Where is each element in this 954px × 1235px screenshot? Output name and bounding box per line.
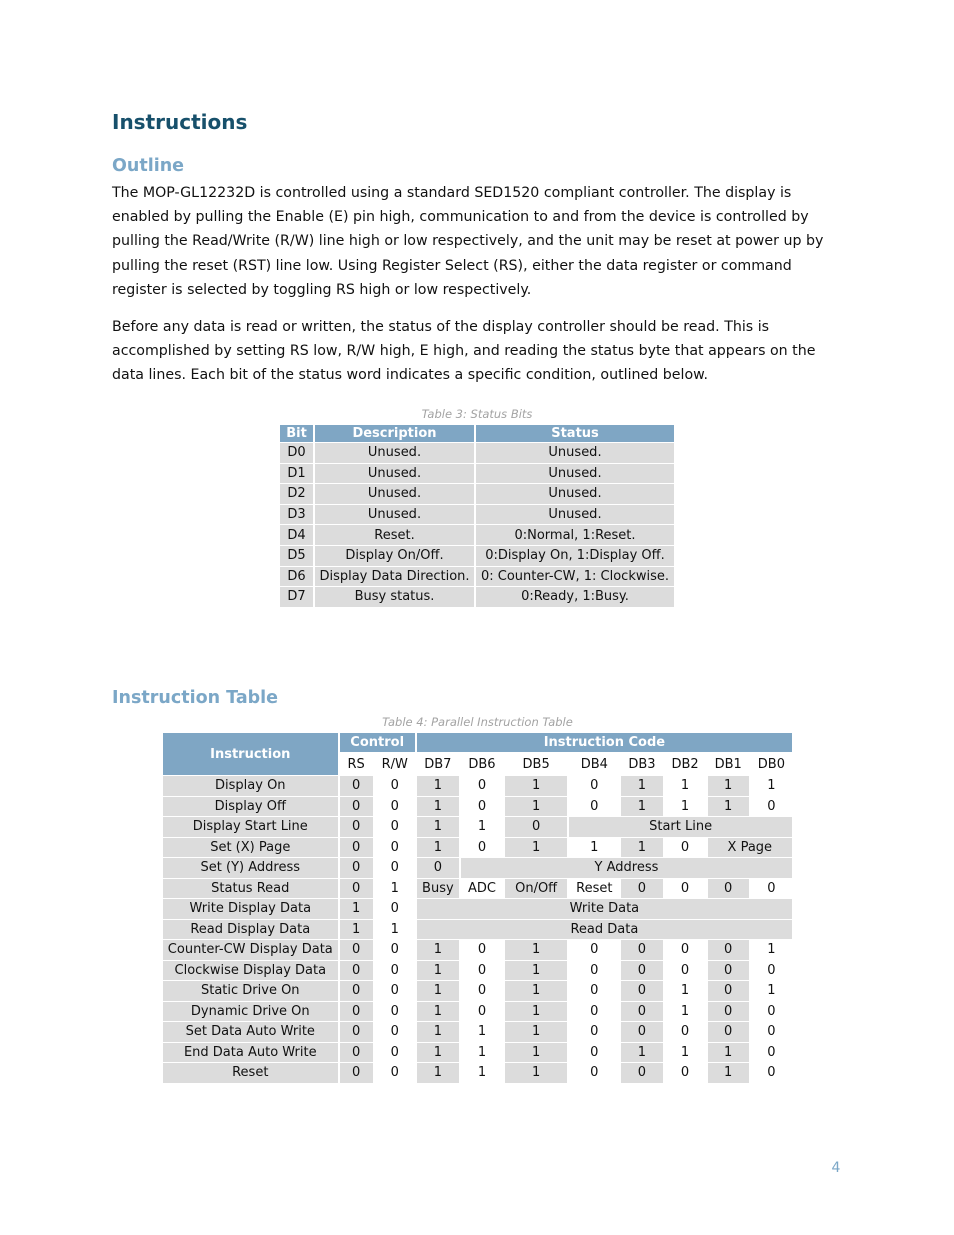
instruction-row	[163, 1063, 792, 1083]
instruction-code-cell: 0	[417, 858, 459, 878]
instruction-code-cell: 1	[461, 1043, 503, 1063]
instruction-code-cell: 0	[665, 1063, 706, 1083]
instruction-name-cell: Dynamic Drive On	[163, 1002, 338, 1022]
instruction-code-cell: 0	[340, 981, 373, 1001]
instruction-code-cell: 0	[621, 1022, 662, 1042]
instruction-row	[163, 797, 792, 817]
instruction-code-cell: 0	[708, 879, 749, 899]
outline-paragraph-2: Before any data is read or written, the status of the display controller should be read. This is accomplished by setting RS low, R/W high, E high, and reading the status byte that appears on the data lines. Each bit of the status word indicates a specific condition, outlined below.	[112, 319, 816, 384]
instruction-code-cell: 0	[461, 940, 503, 960]
sub-header-cell: DB2	[665, 753, 706, 775]
sub-header-cell: DB1	[708, 753, 749, 775]
instruction-code-cell: 0	[708, 981, 749, 1001]
instruction-code-cell: 0	[340, 961, 373, 981]
instruction-code-cell: 1	[417, 817, 459, 837]
instruction-row	[163, 776, 792, 796]
status-row	[280, 525, 674, 545]
instruction-code-cell: 0	[708, 1022, 749, 1042]
instruction-code-cell: 1	[417, 981, 459, 1001]
instruction-code-cell: 0	[621, 1063, 662, 1083]
instruction-code-cell: 1	[461, 1022, 503, 1042]
instruction-code-cell: 0	[340, 1063, 373, 1083]
instruction-code-cell: Busy	[417, 879, 459, 899]
status-header-description: Description	[315, 425, 474, 442]
instruction-name-cell: Read Display Data	[163, 920, 338, 940]
status-cell-description: Unused.	[315, 443, 474, 463]
instruction-code-cell: 0	[621, 879, 662, 899]
page-number: 4	[831, 1160, 841, 1176]
instruction-name-cell: Set Data Auto Write	[163, 1022, 338, 1042]
instruction-code-cell: 0	[375, 838, 415, 858]
instruction-code-cell: 0	[340, 858, 373, 878]
instruction-code-cell: 0	[340, 838, 373, 858]
instruction-code-cell: 0	[569, 981, 619, 1001]
instruction-code-cell: 0	[340, 817, 373, 837]
instruction-name-cell: Counter-CW Display Data	[163, 940, 338, 960]
instruction-row	[163, 817, 792, 837]
instruction-code-cell: 0	[569, 961, 619, 981]
instruction-code-cell: 0	[665, 1022, 706, 1042]
instruction-code-cell: 1	[505, 981, 567, 1001]
instruction-code-cell: 1	[751, 776, 792, 796]
instruction-code-cell: 1	[505, 1022, 567, 1042]
status-cell-bit: D5	[280, 546, 313, 566]
sub-header-cell: DB5	[505, 753, 567, 775]
status-cell-status: 0: Counter-CW, 1: Clockwise.	[476, 567, 674, 587]
instruction-code-cell: 1	[665, 776, 706, 796]
instruction-code-cell: 1	[340, 899, 373, 919]
instruction-code-cell: On/Off	[505, 879, 567, 899]
instruction-table-heading: Instruction Table	[112, 688, 279, 708]
instruction-code-cell: 0	[375, 981, 415, 1001]
status-cell-status: 0:Display On, 1:Display Off.	[476, 546, 674, 566]
instruction-code-cell: 0	[375, 1043, 415, 1063]
instruction-code-cell: 0	[569, 776, 619, 796]
instruction-code-cell: 1	[621, 797, 662, 817]
status-cell-bit: D1	[280, 464, 313, 484]
instruction-name-cell: Display Off	[163, 797, 338, 817]
instruction-row	[163, 940, 792, 960]
status-cell-description: Unused.	[315, 505, 474, 525]
status-cell-status: Unused.	[476, 464, 674, 484]
instruction-code-cell: 0	[751, 879, 792, 899]
instruction-code-cell: 0	[340, 879, 373, 899]
instruction-code-cell: 0	[665, 879, 706, 899]
instruction-name-cell: Status Read	[163, 879, 338, 899]
instruction-row	[163, 920, 792, 940]
sub-header-cell: DB7	[417, 753, 459, 775]
instruction-code-cell: 0	[461, 797, 503, 817]
status-cell-bit: D7	[280, 587, 313, 607]
instruction-code-cell: 0	[708, 940, 749, 960]
instruction-code-cell: 1	[505, 940, 567, 960]
instruction-row	[163, 879, 792, 899]
instruction-code-cell: 1	[569, 838, 619, 858]
status-cell-description: Busy status.	[315, 587, 474, 607]
instruction-code-cell: 0	[375, 817, 415, 837]
status-cell-bit: D3	[280, 505, 313, 525]
instruction-code-cell: 1	[417, 1063, 459, 1083]
status-cell-bit: D6	[280, 567, 313, 587]
status-cell-status: 0:Ready, 1:Busy.	[476, 587, 674, 607]
instruction-code-cell: 0	[621, 961, 662, 981]
instruction-code-cell: 0	[461, 961, 503, 981]
instruction-code-cell: 0	[340, 940, 373, 960]
instruction-code-cell: 1	[340, 920, 373, 940]
instruction-code-cell: 1	[417, 776, 459, 796]
instruction-code-cell: 0	[751, 1002, 792, 1022]
instruction-code-cell: 0	[665, 838, 706, 858]
instruction-code-cell: 1	[751, 981, 792, 1001]
instruction-code-cell: 1	[417, 961, 459, 981]
instruction-code-cell: 0	[375, 776, 415, 796]
instruction-code-cell: 1	[505, 1063, 567, 1083]
status-cell-description: Reset.	[315, 525, 474, 545]
instruction-row	[163, 858, 792, 878]
instruction-code-cell: 0	[751, 1022, 792, 1042]
instruction-code-cell: 0	[569, 1043, 619, 1063]
status-cell-bit: D2	[280, 484, 313, 504]
instruction-code-cell: 0	[751, 1063, 792, 1083]
instruction-code-cell: 0	[505, 817, 567, 837]
instruction-code-cell: 0	[461, 776, 503, 796]
instruction-code-cell: 0	[708, 961, 749, 981]
section-heading: Instructions	[112, 110, 248, 134]
instruction-name-cell: Static Drive On	[163, 981, 338, 1001]
instruction-name-cell: Display On	[163, 776, 338, 796]
instruction-code-cell: 0	[569, 940, 619, 960]
instruction-code-cell: 0	[375, 940, 415, 960]
instruction-code-cell: 0	[375, 961, 415, 981]
instruction-name-cell: Clockwise Display Data	[163, 961, 338, 981]
instruction-code-cell: 0	[751, 961, 792, 981]
instruction-code-cell: 0	[375, 1063, 415, 1083]
instruction-code-cell: 0	[708, 1002, 749, 1022]
status-row	[280, 546, 674, 566]
instruction-group-header-row	[163, 733, 792, 752]
instruction-code-cell: 0	[621, 981, 662, 1001]
instruction-code-cell: 0	[569, 797, 619, 817]
status-cell-description: Display On/Off.	[315, 546, 474, 566]
status-row	[280, 443, 674, 463]
instruction-code-cell: 1	[751, 940, 792, 960]
instruction-code-cell: 0	[340, 776, 373, 796]
instruction-code-cell: 1	[461, 817, 503, 837]
instruction-code-header: Instruction Code	[417, 733, 792, 752]
status-table-header-row	[280, 425, 674, 442]
instruction-code-cell: 1	[708, 797, 749, 817]
status-cell-status: Unused.	[476, 505, 674, 525]
instruction-code-cell: 0	[375, 1022, 415, 1042]
instruction-name-cell: Write Display Data	[163, 899, 338, 919]
status-cell-bit: D4	[280, 525, 313, 545]
instruction-code-cell: Reset	[569, 879, 619, 899]
status-row	[280, 587, 674, 607]
instruction-code-cell: 1	[417, 1022, 459, 1042]
status-row	[280, 505, 674, 525]
status-header-bit: Bit	[280, 425, 313, 442]
instruction-name-cell: Display Start Line	[163, 817, 338, 837]
instruction-code-cell: 1	[505, 797, 567, 817]
instruction-code-cell: 0	[461, 981, 503, 1001]
instruction-code-cell: 0	[340, 1002, 373, 1022]
instruction-code-cell: 0	[375, 1002, 415, 1022]
instruction-row	[163, 1002, 792, 1022]
parallel-instruction-table	[161, 732, 794, 1084]
sub-header-cell: RS	[340, 753, 373, 775]
status-bits-table	[278, 424, 676, 608]
status-cell-description: Unused.	[315, 484, 474, 504]
instruction-code-cell: 0	[340, 1022, 373, 1042]
instruction-row	[163, 838, 792, 858]
instruction-code-cell: 1	[505, 961, 567, 981]
status-cell-bit: D0	[280, 443, 313, 463]
instruction-code-cell: 0	[461, 1002, 503, 1022]
instruction-code-cell: 1	[417, 838, 459, 858]
instruction-code-cell: X Page	[708, 838, 792, 858]
instruction-code-cell: 1	[665, 981, 706, 1001]
instruction-code-cell: 1	[708, 1043, 749, 1063]
status-row	[280, 464, 674, 484]
instruction-row	[163, 961, 792, 981]
instruction-code-cell: 0	[375, 899, 415, 919]
sub-header-cell: DB3	[621, 753, 662, 775]
instruction-row	[163, 1022, 792, 1042]
sub-header-cell: DB4	[569, 753, 619, 775]
instruction-row	[163, 981, 792, 1001]
instruction-code-cell: 0	[340, 1043, 373, 1063]
instruction-code-cell: 1	[417, 940, 459, 960]
status-cell-description: Display Data Direction.	[315, 567, 474, 587]
instruction-code-cell: Y Address	[461, 858, 792, 878]
instruction-code-cell: 1	[505, 1002, 567, 1022]
instruction-code-cell: 1	[417, 1043, 459, 1063]
status-cell-status: 0:Normal, 1:Reset.	[476, 525, 674, 545]
instruction-code-cell: 1	[461, 1063, 503, 1083]
instruction-code-cell: 1	[375, 879, 415, 899]
instruction-code-cell: 0	[375, 797, 415, 817]
instruction-name-cell: Set (Y) Address	[163, 858, 338, 878]
instruction-code-cell: 0	[569, 1002, 619, 1022]
instruction-name-cell: Set (X) Page	[163, 838, 338, 858]
instruction-code-cell: 1	[665, 1043, 706, 1063]
instruction-code-cell: 0	[751, 797, 792, 817]
instruction-code-cell: 1	[417, 797, 459, 817]
instruction-code-cell: 1	[708, 776, 749, 796]
instruction-row	[163, 899, 792, 919]
instruction-code-cell: 1	[417, 1002, 459, 1022]
instruction-code-cell: 1	[708, 1063, 749, 1083]
instruction-code-cell: 0	[665, 961, 706, 981]
instruction-code-cell: 1	[505, 1043, 567, 1063]
instruction-code-cell: ADC	[461, 879, 503, 899]
instruction-code-cell: 1	[665, 1002, 706, 1022]
instruction-name-cell: End Data Auto Write	[163, 1043, 338, 1063]
status-cell-status: Unused.	[476, 484, 674, 504]
instruction-code-cell: 1	[621, 1043, 662, 1063]
status-cell-status: Unused.	[476, 443, 674, 463]
status-cell-description: Unused.	[315, 464, 474, 484]
outline-heading: Outline	[112, 156, 185, 176]
sub-header-cell: R/W	[375, 753, 415, 775]
instruction-code-cell: 1	[505, 776, 567, 796]
instruction-code-cell: 1	[621, 838, 662, 858]
instruction-row	[163, 1043, 792, 1063]
instruction-code-cell: 0	[665, 940, 706, 960]
instruction-code-cell: 0	[751, 1043, 792, 1063]
status-row	[280, 484, 674, 504]
instruction-code-cell: 1	[505, 838, 567, 858]
instruction-table-caption: Table 4: Parallel Instruction Table	[382, 715, 573, 729]
status-row	[280, 567, 674, 587]
instruction-code-cell: 1	[621, 776, 662, 796]
instruction-code-cell: 0	[569, 1063, 619, 1083]
sub-header-cell: DB6	[461, 753, 503, 775]
sub-header-cell: DB0	[751, 753, 792, 775]
instruction-code-cell: 0	[621, 940, 662, 960]
outline-paragraph-1: The MOP-GL12232D is controlled using a standard SED1520 compliant controller. The display is enabled by pulling the Enable (E) pin high, communication to and from the device is controlled by pulling the Read/Write (R/W) line high or low respectively, and the unit may be reset at power up by pulling the reset (RST) line low. Using Register Select (RS), either the data register or command register is selected by toggling RS high or low respectively.	[112, 185, 824, 298]
instruction-code-cell: 0	[621, 1002, 662, 1022]
instruction-code-cell: Read Data	[417, 920, 792, 940]
instruction-code-cell: 0	[340, 797, 373, 817]
instruction-code-cell: 0	[569, 1022, 619, 1042]
instruction-code-cell: Start Line	[569, 817, 792, 837]
instruction-header: Instruction	[163, 733, 338, 775]
instruction-code-cell: Write Data	[417, 899, 792, 919]
instruction-code-cell: 0	[375, 858, 415, 878]
instruction-name-cell: Reset	[163, 1063, 338, 1083]
control-header: Control	[340, 733, 415, 752]
status-header-status: Status	[476, 425, 674, 442]
instruction-code-cell: 1	[665, 797, 706, 817]
status-table-caption: Table 3: Status Bits	[421, 407, 533, 421]
instruction-code-cell: 1	[375, 920, 415, 940]
instruction-code-cell: 0	[461, 838, 503, 858]
